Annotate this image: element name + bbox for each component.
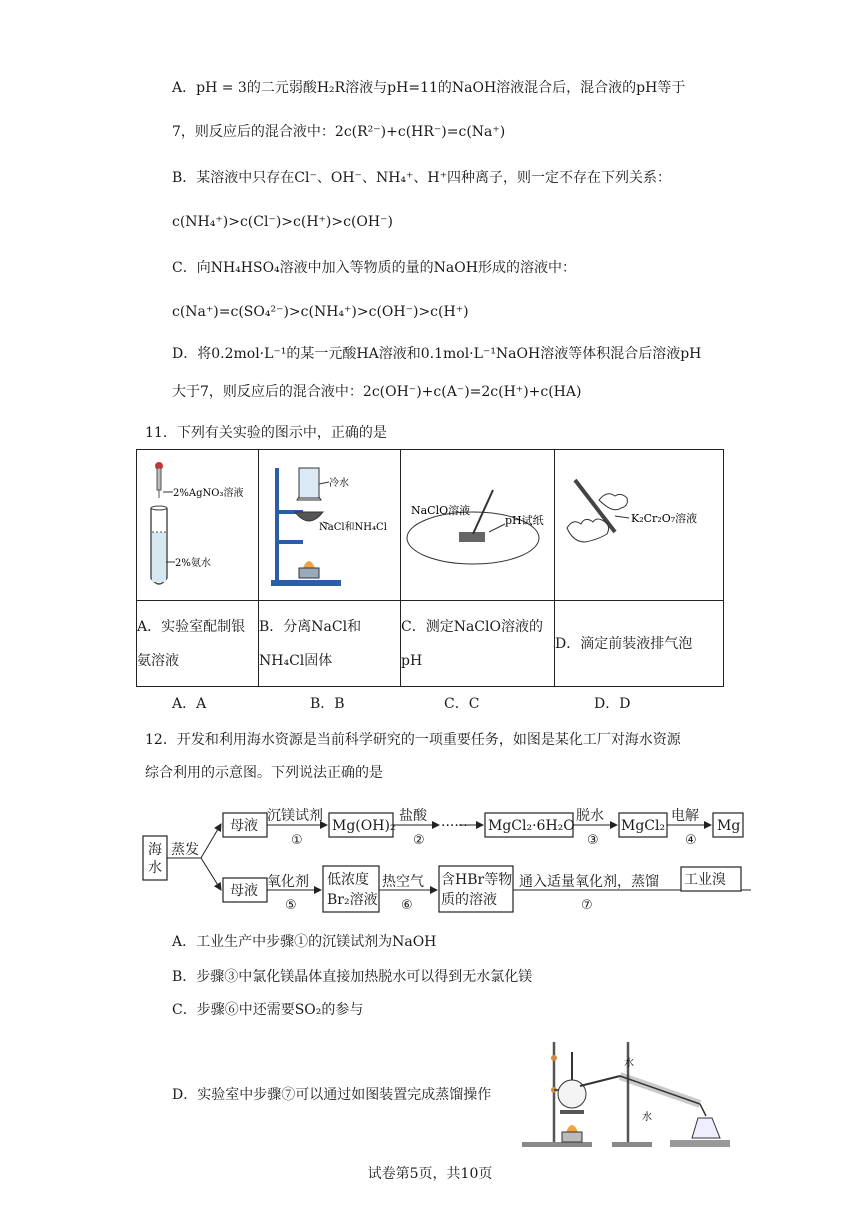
k2cr2o7-label: K₂Cr₂O₇溶液 xyxy=(631,512,698,525)
q11-choice-d[interactable]: D．D xyxy=(594,696,631,712)
q12-stem-line2: 综合利用的示意图。下列说法正确的是 xyxy=(145,765,383,781)
water-in-label: 水 xyxy=(624,1058,634,1069)
step5-reagent: 氧化剂 xyxy=(267,874,309,890)
mother-liquor-label-2: 母液 xyxy=(230,883,258,899)
q11-choice-a[interactable]: A．A xyxy=(172,696,207,712)
seawater-char2: 水 xyxy=(148,860,162,876)
figure-d-cell xyxy=(555,450,724,601)
step2-reagent: 盐酸 xyxy=(399,808,427,824)
mgoh2-label: Mg(OH)₂ xyxy=(332,818,396,834)
step1-num: ① xyxy=(291,833,303,848)
figure-b-cell xyxy=(259,450,401,601)
ammonia-label: 2%氨水 xyxy=(175,558,211,569)
mg-label: Mg xyxy=(717,818,741,834)
q10-option-b-line2: c(NH₄⁺)>c(Cl⁻)>c(H⁺)>c(OH⁻) xyxy=(172,214,393,230)
water-out-label: 水 xyxy=(642,1112,652,1123)
caption-c: C．测定NaClO溶液的pH xyxy=(401,601,555,687)
q12-option-b: B．步骤③中氯化镁晶体直接加热脱水可以得到无水氯化镁 xyxy=(172,969,533,985)
q11-choice-c[interactable]: C．C xyxy=(444,696,480,712)
nacl-nh4cl-label: NaCl和NH₄Cl xyxy=(319,522,387,533)
caption-a: A．实验室配制银氨溶液 xyxy=(137,601,259,687)
evaporate-label: 蒸发 xyxy=(171,842,199,858)
q12-stem-line1: 12．开发和利用海水资源是当前科学研究的一项重要任务，如图是某化工厂对海水资源 xyxy=(145,732,681,748)
industrial-bromine xyxy=(680,866,744,892)
q10-option-c-line1: C．向NH₄HSO₄溶液中加入等物质的量的NaOH形成的溶液中： xyxy=(172,260,576,276)
distillation-apparatus xyxy=(520,1038,750,1150)
q10-option-a-line1: A．pH = 3的二元弱酸H₂R溶液与pH=11的NaOH溶液混合后，混合液的pH等于 xyxy=(172,80,686,96)
q10-option-d-line2: 大于7，则反应后的混合液中：2c(OH⁻)+c(A⁻)=2c(H⁺)+c(HA) xyxy=(172,384,582,400)
dots: ······ xyxy=(441,818,468,834)
industrial-bromine-label: 工业溴 xyxy=(684,872,726,888)
q11-stem: 11．下列有关实验的图示中，正确的是 xyxy=(145,425,387,441)
hbr-label-1: 含HBr等物 xyxy=(441,872,513,888)
figure-a-cell xyxy=(137,450,259,601)
step7-reagent: 通入适量氧化剂，蒸馏 xyxy=(519,874,659,890)
q11-figure-table xyxy=(136,449,724,687)
ph-test-diagram xyxy=(401,450,553,596)
step4-reagent: 电解 xyxy=(671,808,699,824)
seawater-flow-diagram xyxy=(141,802,751,914)
ph-paper-label: pH试纸 xyxy=(505,514,544,527)
page-footer: 试卷第5页，共10页 xyxy=(367,1166,493,1182)
step1-reagent: 沉镁试剂 xyxy=(267,808,323,824)
step7-num: ⑦ xyxy=(581,898,593,913)
caption-b: B．分离NaCl和NH₄Cl固体 xyxy=(259,601,401,687)
cold-water-label: 冷水 xyxy=(329,478,349,489)
q12-option-a: A．工业生产中步骤①的沉镁试剂为NaOH xyxy=(172,934,437,950)
step2-num: ② xyxy=(413,833,425,848)
q12-option-d: D．实验室中步骤⑦可以通过如图装置完成蒸馏操作 xyxy=(172,1087,492,1103)
step6-num: ⑥ xyxy=(401,898,413,913)
q10-option-d-line1: D．将0.2mol·L⁻¹的某一元酸HA溶液和0.1mol·L⁻¹NaOH溶液等体积混合后溶液pH xyxy=(172,346,702,362)
seawater-char1: 海 xyxy=(148,842,162,858)
q12-option-c: C．步骤⑥中还需要SO₂的参与 xyxy=(172,1002,364,1018)
step4-num: ④ xyxy=(685,833,697,848)
burette-diagram xyxy=(555,450,722,596)
sublimation-diagram xyxy=(259,450,399,596)
step6-reagent: 热空气 xyxy=(382,874,424,890)
mgcl2-label: MgCl₂ xyxy=(621,818,666,834)
q10-option-c-line2: c(Na⁺)=c(SO₄²⁻)>c(NH₄⁺)>c(OH⁻)>c(H⁺) xyxy=(172,304,469,320)
q10-option-b-line1: B．某溶液中只存在Cl⁻、OH⁻、NH₄⁺、H⁺四种离子，则一定不存在下列关系： xyxy=(172,170,672,186)
test-tube-diagram xyxy=(137,450,257,596)
agno3-label: 2%AgNO₃溶液 xyxy=(173,488,244,499)
figure-c-cell xyxy=(401,450,555,601)
hbr-label-2: 质的溶液 xyxy=(441,892,497,908)
step3-num: ③ xyxy=(587,833,599,848)
naclo-label: NaClO溶液 xyxy=(411,504,471,517)
caption-d: D．滴定前装液排气泡 xyxy=(555,601,724,687)
step5-num: ⑤ xyxy=(285,898,297,913)
mother-liquor-label-1: 母液 xyxy=(230,818,258,834)
mgcl2-hydrate-label: MgCl₂·6H₂O xyxy=(488,818,575,834)
step3-reagent: 脱水 xyxy=(576,808,604,824)
low-br2-label-2: Br₂溶液 xyxy=(327,892,378,908)
low-br2-label-1: 低浓度 xyxy=(327,872,369,888)
q11-choice-b[interactable]: B．B xyxy=(310,696,345,712)
q10-option-a-line2: 7，则反应后的混合液中：2c(R²⁻)+c(HR⁻)=c(Na⁺) xyxy=(172,124,506,140)
